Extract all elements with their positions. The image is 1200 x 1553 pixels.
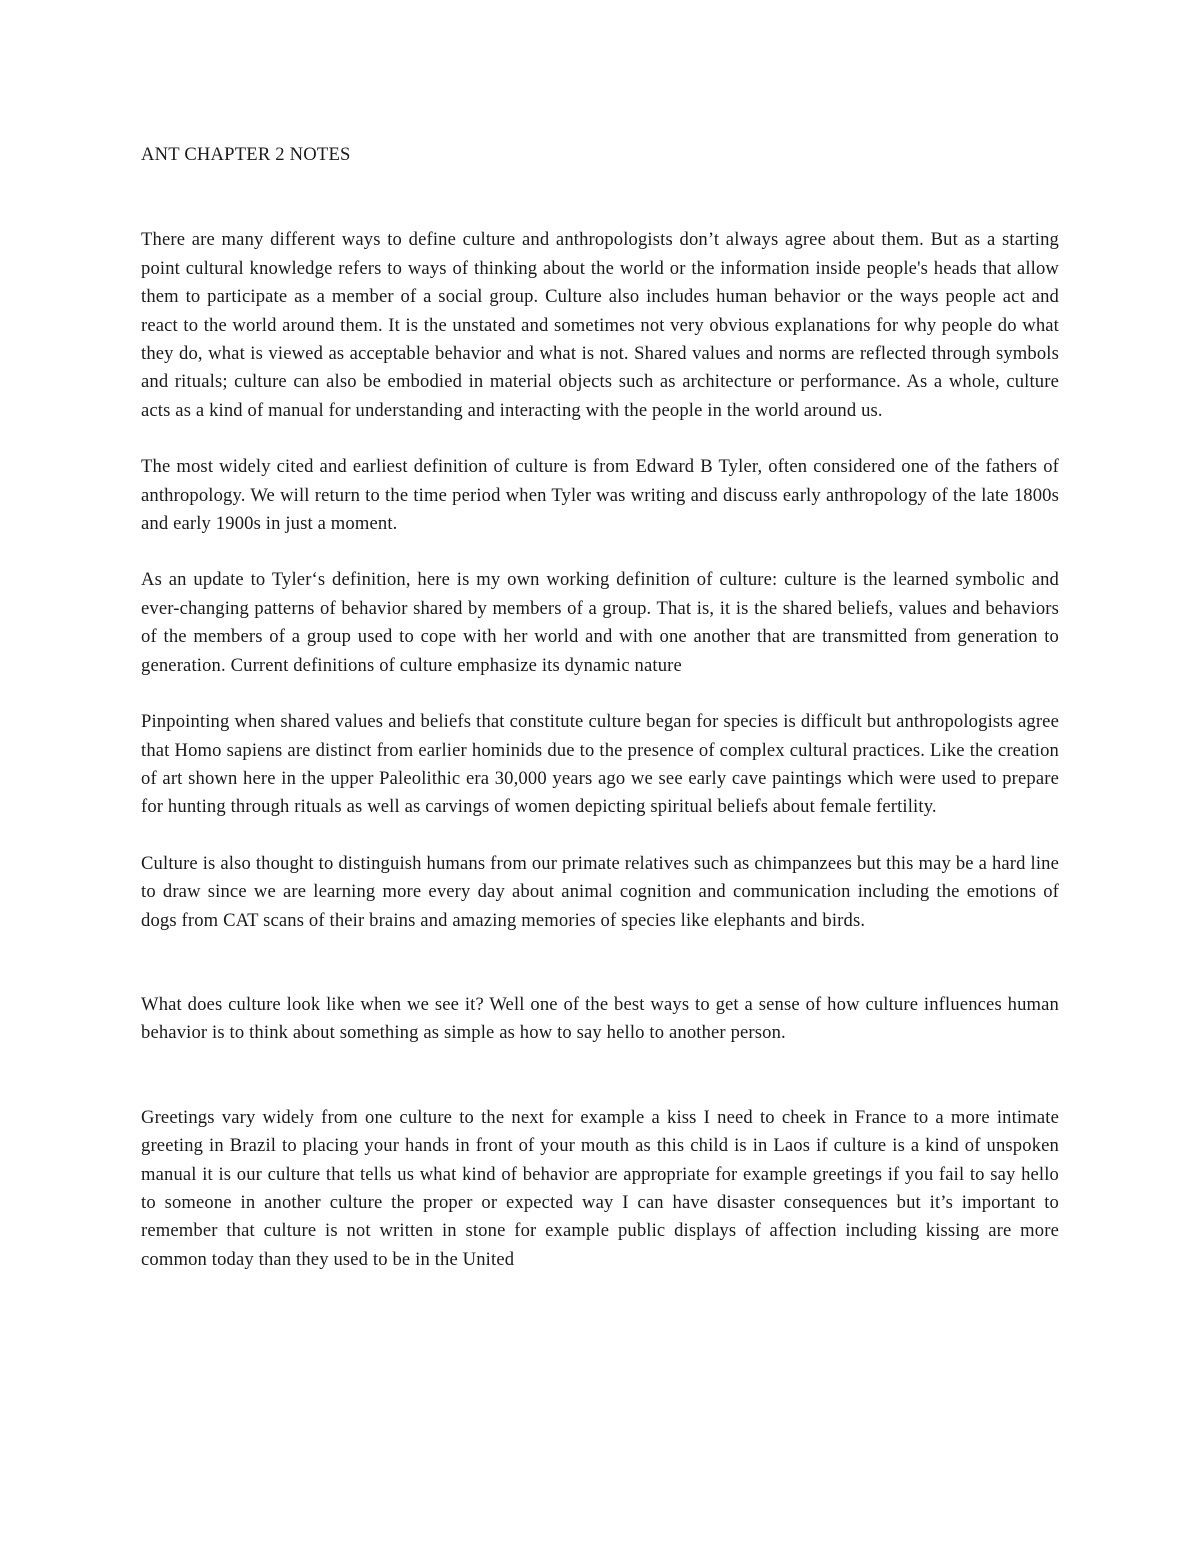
paragraph-humans-and-primates: Culture is also thought to distinguish humans from our primate relatives such as chimpanzees but this may be a hard line to draw since we are learning more every day about animal cognition and communication including the emotions of dogs from CAT scans of their brains and amazing memories of species like elephants and birds. — [141, 852, 1059, 931]
paragraph-working-definition: As an update to Tyler‘s definition, here is my own working definition of culture: culture is the learned symbolic and ever-changing patterns of behavior shared by members of a group. That is, it is the shared beliefs, values and behaviors of the members of a group used to cope with her world and with one another that are transmitted from generation to generation. Current definitions of culture emphasize its dynamic nature — [141, 569, 1059, 676]
paragraph-greetings: Greetings vary widely from one culture to the next for example a kiss I need to cheek in France to a more intimate greeting in Brazil to placing your hands in front of your mouth as this child is in Laos if culture is a kind of unspoken manual it is our culture that tells us what kind of behavior are appropriate for example greetings if you fail to say hello to someone in another culture the proper or expected way I can have disaster consequences but it’s important to remember that culture is not written in stone for example public displays of affection including kissing are more common today than they used to be in the United — [141, 1106, 1059, 1270]
document-body — [141, 141, 1059, 1274]
paragraph-origins-of-culture: Pinpointing when shared values and beliefs that constitute culture began for species is difficult but anthropologists agree that Homo sapiens are distinct from earlier hominids due to the presence of complex cultural practices. Like the creation of art shown here in the upper Paleolithic era 30,000 years ago we see early cave paintings which were used to prepare for hunting through rituals as well as carvings of women depicting spiritual beliefs about female fertility. — [141, 711, 1059, 818]
paragraph-tyler-definition: The most widely cited and earliest definition of culture is from Edward B Tyler, often considered one of the fathers of anthropology. We will return to the time period when Tyler was writing and discuss early anthropology of the late 1800s and early 1900s in just a moment. — [141, 456, 1059, 535]
paragraph-culture-definition: There are many different ways to define culture and anthropologists don’t always agree about them. But as a starting point cultural knowledge refers to ways of thinking about the world or the information inside people's heads that allow them to participate as a member of a social group. Culture also includes human behavior or the ways people act and react to the world around them. It is the unstated and sometimes not very obvious explanations for why people do what they do, what is viewed as acceptable behavior and what is not. Shared values and norms are reflected through symbols and rituals; culture can also be embodied in material objects such as architecture or performance. As a whole, culture acts as a kind of manual for understanding and interacting with the people in the world around us. — [141, 229, 1059, 421]
document-title: ANT CHAPTER 2 NOTES — [141, 144, 351, 165]
paragraph-what-culture-looks-like: What does culture look like when we see it? Well one of the best ways to get a sense of how culture influences human behavior is to think about something as simple as how to say hello to another person. — [141, 993, 1059, 1044]
